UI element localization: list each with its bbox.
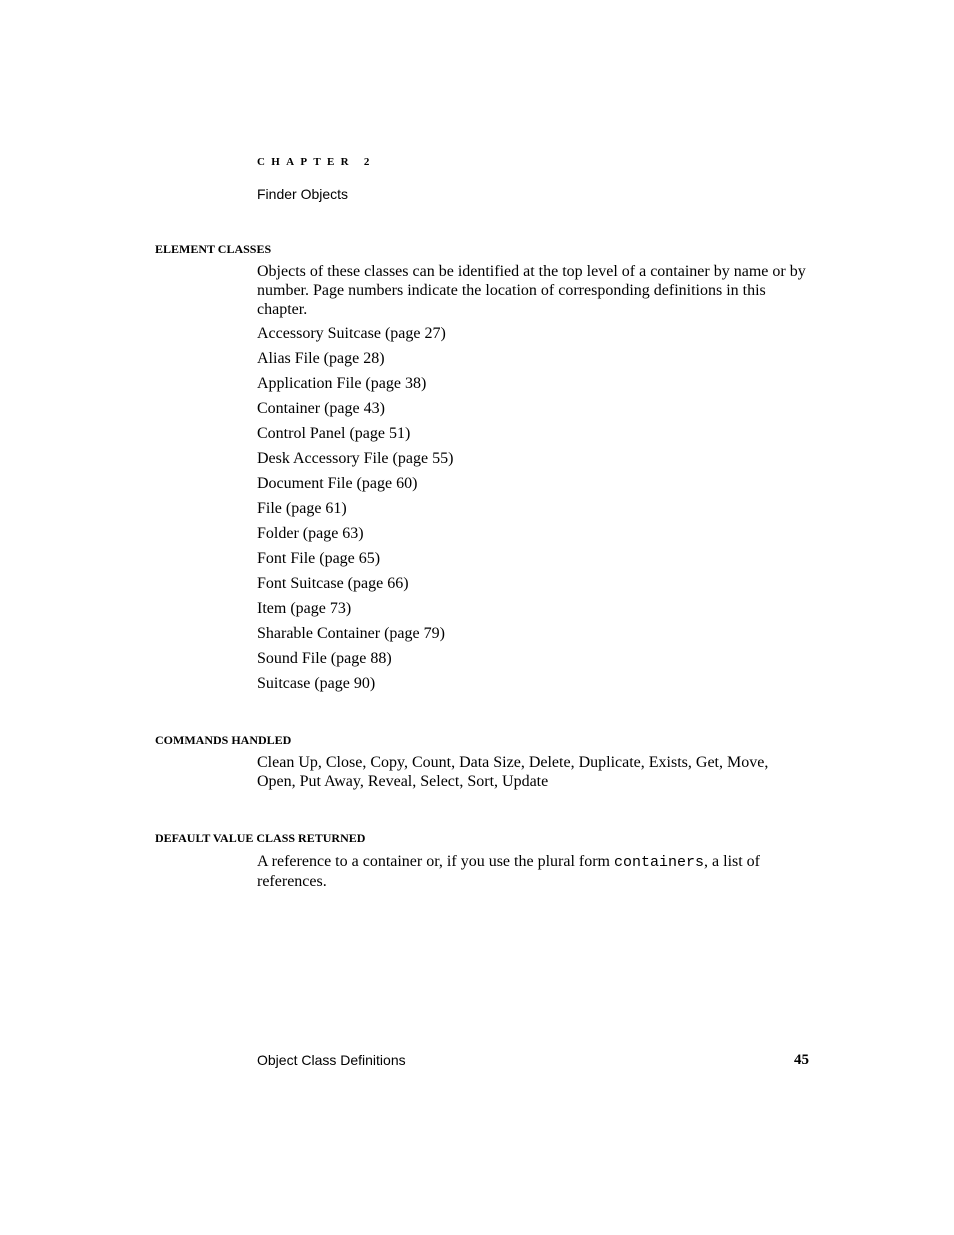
list-item: Accessory Suitcase (page 27)	[257, 325, 446, 342]
commands-handled-heading: COMMANDS HANDLED	[155, 733, 292, 747]
list-item: Application File (page 38)	[257, 375, 427, 392]
list-item: Control Panel (page 51)	[257, 425, 411, 442]
list-item: Folder (page 63)	[257, 525, 364, 542]
list-item: Font File (page 65)	[257, 550, 381, 567]
list-item: Desk Accessory File (page 55)	[257, 450, 454, 467]
footer-section-title: Object Class Definitions	[257, 1052, 406, 1068]
list-item: Document File (page 60)	[257, 475, 418, 492]
list-item: Suitcase (page 90)	[257, 675, 376, 692]
list-item: Font Suitcase (page 66)	[257, 575, 409, 592]
default-value-code: containers	[614, 854, 705, 871]
default-value-text-before: A reference to a container or, if you use the plural form	[257, 853, 614, 870]
list-item: Container (page 43)	[257, 400, 385, 417]
element-class-list	[257, 324, 453, 699]
list-item: Sharable Container (page 79)	[257, 625, 445, 642]
list-item: Item (page 73)	[257, 600, 352, 617]
page-number: 45	[794, 1052, 809, 1068]
element-classes-intro: Objects of these classes can be identified at the top level of a container by name or by number. Page numbers indicate the location of corresponding definitions in this chapter.	[257, 263, 806, 318]
list-item: Sound File (page 88)	[257, 650, 392, 667]
commands-handled-text: Clean Up, Close, Copy, Count, Data Size, Delete, Duplicate, Exists, Get, Move, Open, Put Away, Reveal, Select, Sort, Update	[257, 754, 769, 790]
list-item: Alias File (page 28)	[257, 350, 385, 367]
default-value-heading: DEFAULT VALUE CLASS RETURNED	[155, 831, 366, 845]
default-value-text	[257, 852, 782, 891]
list-item: File (page 61)	[257, 500, 347, 517]
element-classes-heading: ELEMENT CLASSES	[155, 242, 272, 256]
chapter-title: Finder Objects	[257, 186, 349, 202]
chapter-label: CHAPTER 2	[257, 156, 376, 168]
default-value-text-after: , a list of references.	[257, 853, 761, 890]
